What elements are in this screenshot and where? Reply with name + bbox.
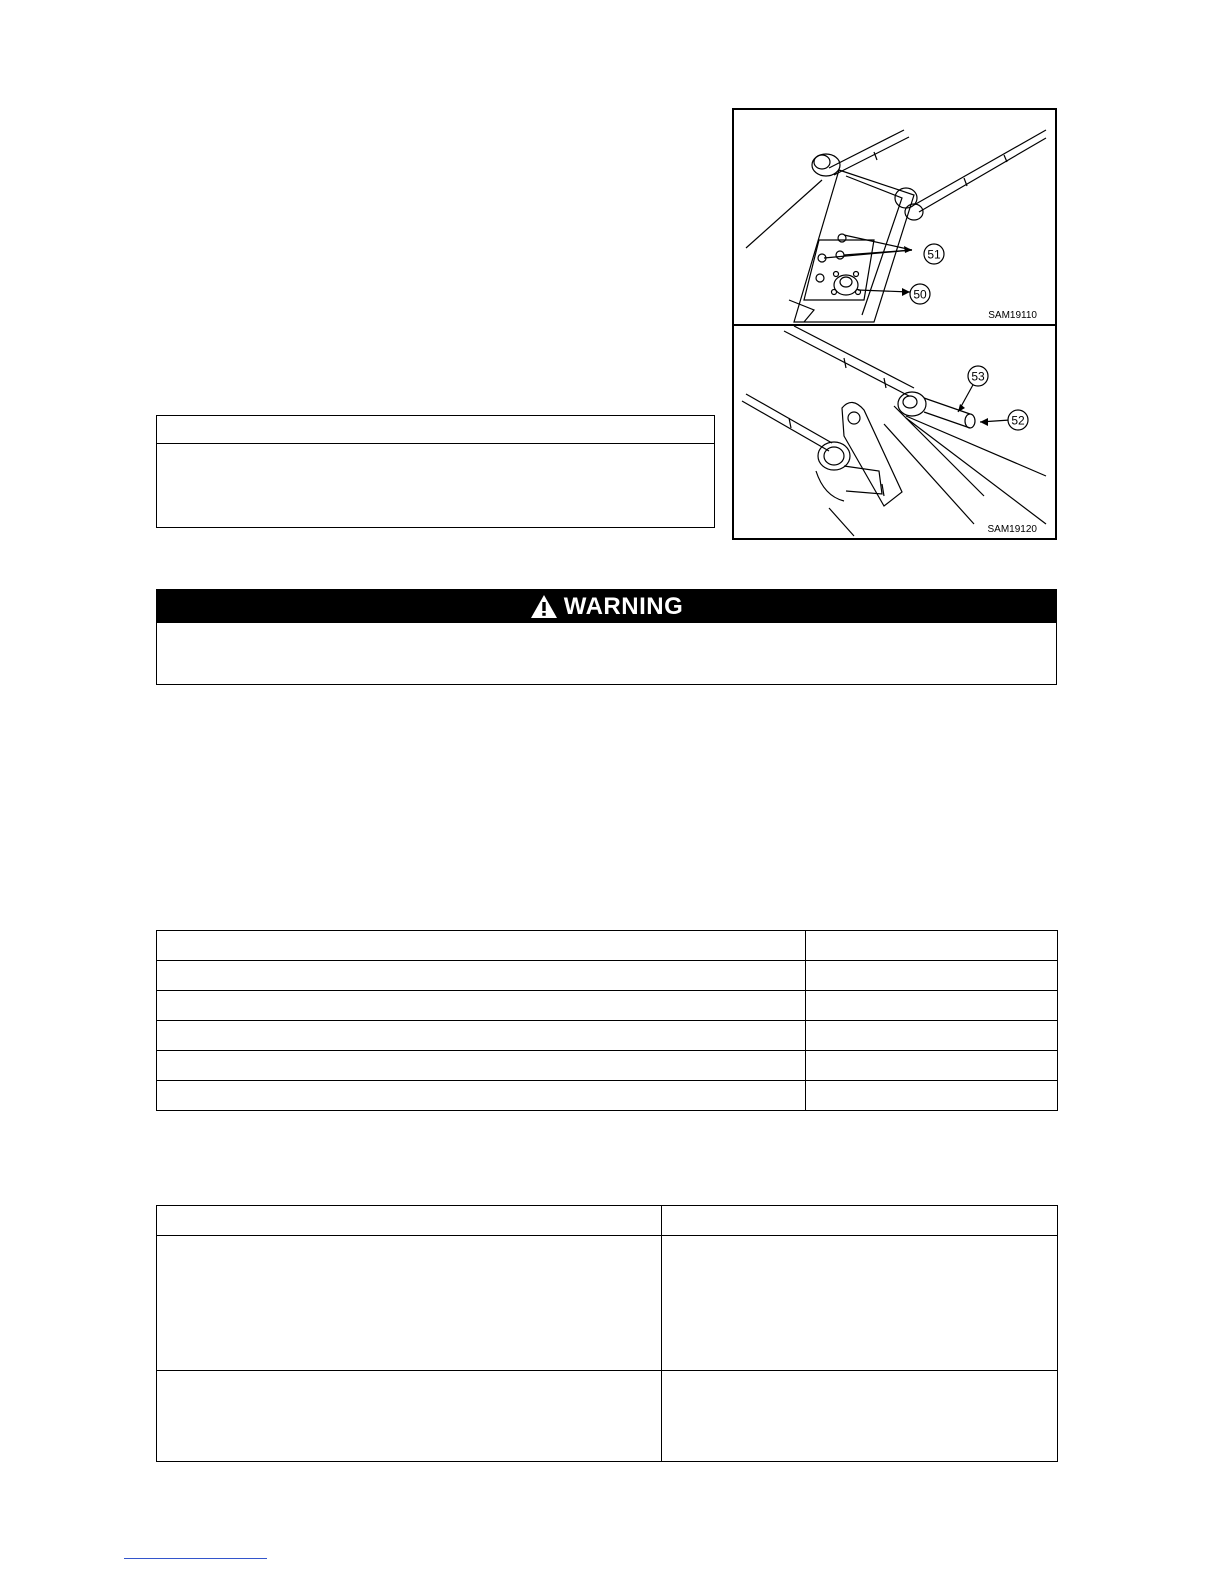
table-cell (806, 931, 1058, 961)
table-cell (157, 1371, 662, 1462)
table-cell (806, 961, 1058, 991)
table-cell (157, 1081, 806, 1111)
warning-box (156, 589, 1057, 685)
figure-divider (732, 324, 1057, 326)
table-cell (157, 1051, 806, 1081)
table-row (157, 961, 1058, 991)
table-row (157, 1081, 1058, 1111)
figure-top-illustration (734, 110, 1055, 324)
table-row (157, 1236, 1058, 1371)
table-cell (806, 1081, 1058, 1111)
warning-header (157, 590, 1056, 623)
table-one (156, 930, 1058, 1111)
table-cell (157, 961, 806, 991)
table-cell (157, 1206, 662, 1236)
warning-title: WARNING (563, 592, 684, 620)
warning-triangle-icon (530, 594, 558, 619)
footer-link-underline (124, 1558, 267, 1559)
table-cell (157, 1236, 662, 1371)
note-box-header (157, 416, 714, 444)
callout-50: 50 (913, 287, 927, 302)
table-cell (806, 991, 1058, 1021)
figure-code-top: SAM19110 (988, 310, 1037, 321)
table-row (157, 1371, 1058, 1462)
table-row (157, 931, 1058, 961)
callout-51: 51 (927, 247, 941, 262)
table-cell (662, 1371, 1058, 1462)
table-cell (157, 931, 806, 961)
callout-53: 53 (971, 369, 985, 384)
note-box (156, 415, 715, 528)
table-row (157, 1021, 1058, 1051)
table-cell (157, 1021, 806, 1051)
table-cell (662, 1206, 1058, 1236)
table-two (156, 1205, 1058, 1462)
table-row (157, 991, 1058, 1021)
table-cell (662, 1236, 1058, 1371)
table-row (157, 1051, 1058, 1081)
table-cell (806, 1051, 1058, 1081)
callout-52: 52 (1011, 413, 1025, 428)
table-cell (157, 991, 806, 1021)
table-cell (806, 1021, 1058, 1051)
figure-bottom-illustration (734, 326, 1055, 538)
figure-code-bottom: SAM19120 (987, 524, 1037, 535)
table-row (157, 1206, 1058, 1236)
